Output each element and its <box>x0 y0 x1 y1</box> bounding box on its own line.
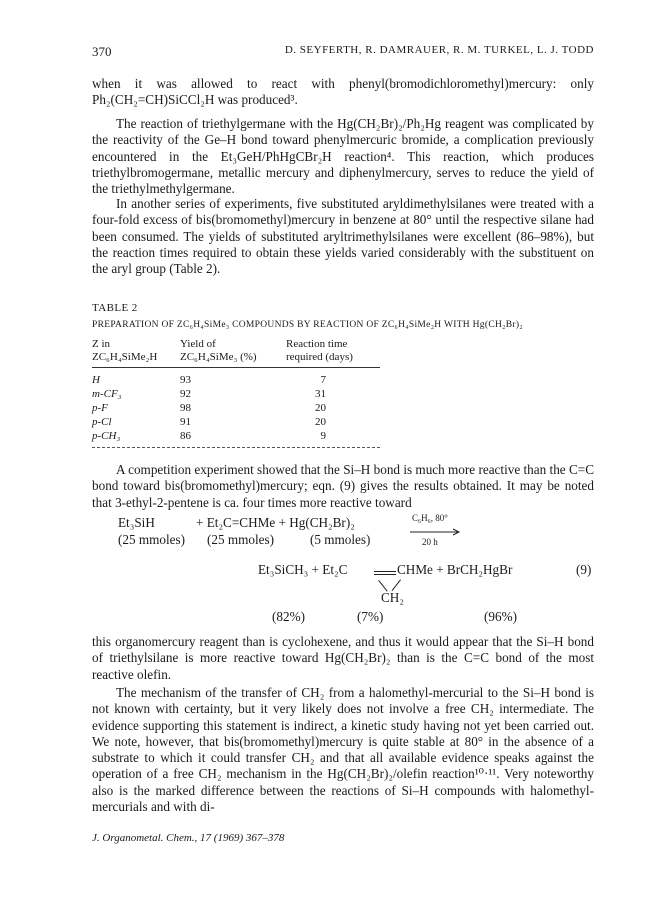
table-header-z-line1: Z in <box>92 338 111 350</box>
table-header-yield-line2: ZC₆H₄SiMe₃ (%) <box>180 351 257 363</box>
paragraph-6: The mechanism of the transfer of CH₂ from a halomethyl-mercurial to the Si–H bond is not known with certainty, but it very likely does not involve a free CH₂ intermediate. The evidence supporting this statement is indirect, a kinetic study having not yet been carried out. We note, however, that bis(bromomethyl)mercury is quite stable at 80° in the absence of a substrate to which it could transfer CH₂ and that all available evidence speaks against the operation of a free CH₂ mechanism in the Hg(CH₂Br)₂/olefin reaction¹⁰·¹¹. Very noteworthy also is the marked difference between the reactions of Si–H compounds with halomethyl-mercurials and with di- <box>92 685 594 815</box>
eq-number: (9) <box>576 562 592 577</box>
eq-reactant-silane: Et₃SiH <box>118 515 155 530</box>
page-number: 370 <box>92 44 112 59</box>
table-cell-yield: 93 <box>180 374 191 386</box>
table-header-time-line1: Reaction time <box>286 338 348 350</box>
paragraph-2: The reaction of triethylgermane with the Hg(CH₂Br)₂/Ph₂Hg reagent was complicated by the reactivity of the Ge–H bond toward phenylmercuric bromide, a complication previously encountered in the Et₃GeH/PhHgCBr₂H reaction⁴. This reaction, which produces triethylbromogermane, metallic mercury and diphenylmercury, serves to reduce the yield of the triethylmethylgermane. <box>92 116 594 197</box>
paragraph-1: when it was allowed to react with phenyl(bromodichloromethyl)mercury: only Ph₂(CH₂=CH)SiCCl₂H was produced³. <box>92 76 594 108</box>
table-cell-z: m-CF₃ <box>92 388 122 400</box>
table-header-time-line2: required (days) <box>286 351 353 363</box>
reaction-arrow-icon <box>410 528 462 536</box>
table-caption: PREPARATION OF ZC₆H₄SiMe₃ COMPOUNDS BY REACTION OF ZC₆H₄SiMe₂H WITH Hg(CH₂Br)₂ <box>92 320 523 330</box>
eq-yield-mercurial: (96%) <box>484 609 517 624</box>
eq-conditions-below: 20 h <box>422 537 438 547</box>
eq-double-bond-lower <box>374 574 396 575</box>
eq-yield-silane: (82%) <box>272 609 305 624</box>
table-column-yield <box>180 373 191 443</box>
paragraph-3: In another series of experiments, five substituted aryldimethylsilanes were treated with a four-fold excess of bis(bromomethyl)mercury in benzene at 80° until the respective silane had been consumed. The yields of substituted aryltrimethylsilanes were excellent (86–98%), but the reaction times required to obtain these yields varied considerably with the substituent on the aryl group (Table 2). <box>92 196 594 277</box>
table-cell-time: 7 <box>320 374 326 386</box>
table-cell-z: p-Cl <box>92 416 112 428</box>
eq-yield-cyclopropane: (7%) <box>357 609 384 624</box>
table-cell-time: 9 <box>320 430 326 442</box>
table-cell-z: p-CH₃ <box>92 430 121 442</box>
table-cell-z: p-F <box>92 402 108 414</box>
eq-amount-silane: (25 mmoles) <box>118 532 186 547</box>
table-cell-z: H <box>92 374 100 386</box>
table-cell-time: 20 <box>315 416 326 428</box>
eq-products-left: Et₃SiCH₃ + Et₂C <box>258 562 348 577</box>
table-cell-yield: 92 <box>180 388 191 400</box>
running-head-authors: D. SEYFERTH, R. DAMRAUER, R. M. TURKEL, L. J. TODD <box>284 44 594 56</box>
paragraph-5: this organomercury reagent than is cyclohexene, and thus it would appear that the Si–H bond of triethylsilane is more reactive toward Hg(CH₂Br)₂ than is the C=C bond of the most reactive olefin. <box>92 634 594 682</box>
table-column-time <box>300 373 326 443</box>
table-header-rule <box>92 367 380 368</box>
table-bottom-rule <box>92 447 380 448</box>
eq-conditions-above: C₆H₆, 80° <box>412 513 448 523</box>
page-header <box>92 44 594 62</box>
table-header-yield-line1: Yield of <box>180 338 216 350</box>
table-column-z <box>92 373 122 443</box>
table-cell-yield: 91 <box>180 416 191 428</box>
table-cell-yield: 86 <box>180 430 191 442</box>
eq-amount-mercurial: (5 mmoles) <box>310 532 371 547</box>
eq-amount-olefin: (25 mmoles) <box>207 532 275 547</box>
table-header-z-line2: ZC₆H₄SiMe₂H <box>92 351 158 363</box>
table-label: TABLE 2 <box>92 302 138 314</box>
table-cell-time: 31 <box>315 388 326 400</box>
journal-citation-footer: J. Organometal. Chem., 17 (1969) 367–378 <box>92 832 285 844</box>
table-cell-time: 20 <box>315 402 326 414</box>
eq-reactants-rest: + Et₂C=CHMe + Hg(CH₂Br)₂ <box>196 515 355 530</box>
paragraph-4: A competition experiment showed that the Si–H bond is much more reactive than the C=C bond toward bis(bromomethyl)mercury; eqn. (9) gives the results obtained. It may be noted that 3-ethyl-2-pentene is ca. four times more reactive toward <box>92 462 594 510</box>
eq-double-bond-upper <box>374 571 396 572</box>
table-cell-yield: 98 <box>180 402 191 414</box>
eq-bridge-ch2: CH₂ <box>381 590 404 605</box>
eq-products-right: CHMe + BrCH₂HgBr <box>397 562 513 577</box>
